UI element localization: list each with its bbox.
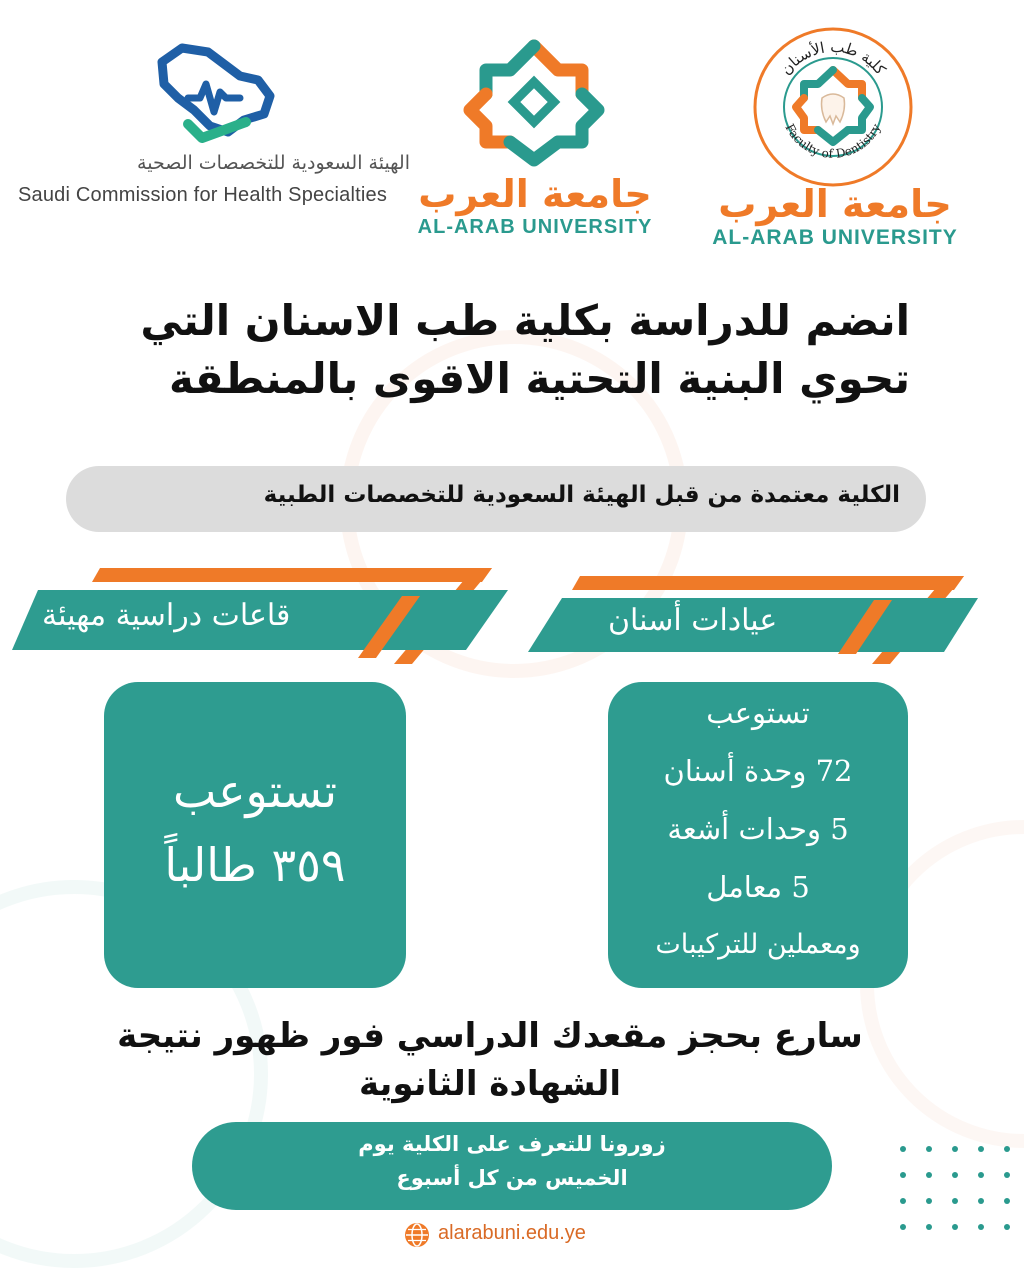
clinics-line: 72 وحدة أسنان [663, 754, 853, 788]
visit-line-2: الخميس من كل أسبوع [396, 1166, 628, 1190]
clinics-card [608, 682, 908, 988]
page-headline [60, 292, 910, 408]
clinics-line: 5 معامل [706, 870, 810, 904]
faculty-ring-en: Faculty of Dentistry [782, 121, 884, 161]
scfhs-name-ar: الهيئة السعودية للتخصصات الصحية [137, 152, 410, 174]
clinics-line: تستوعب [706, 696, 810, 730]
headline-line-2: تحوي البنية التحتية الاقوى بالمنطقة [169, 354, 910, 403]
cta-line-2: الشهادة الثانوية [358, 1064, 622, 1104]
faculty-seal-icon [752, 26, 914, 188]
clinics-line: 5 وحدات أشعة [667, 812, 849, 846]
visit-pill [192, 1122, 832, 1210]
accreditation-pill [66, 466, 926, 532]
university-emblem-icon [462, 38, 606, 168]
scfhs-map-icon [148, 40, 278, 144]
faculty-university-name-en: AL-ARAB UNIVERSITY [712, 226, 958, 249]
globe-icon [404, 1222, 430, 1248]
visit-line-1: زورونا للتعرف على الكلية يوم [358, 1132, 666, 1156]
call-to-action [70, 1012, 910, 1108]
scfhs-name-en: Saudi Commission for Health Specialties [18, 184, 388, 206]
classrooms-line: تستوعب [172, 764, 338, 818]
headline-line-1: انضم للدراسة بكلية طب الاسنان التي [140, 296, 910, 345]
classrooms-card [104, 682, 406, 988]
cta-line-1: سارع بحجز مقعدك الدراسي فور ظهور نتيجة [117, 1016, 863, 1056]
tooth-icon [822, 94, 845, 124]
university-name-en: AL-ARAB UNIVERSITY [417, 216, 653, 238]
faculty-ring-ar: كلية طب الأسنان [776, 37, 890, 79]
accreditation-text: الكلية معتمدة من قبل الهيئة السعودية للتخصصات الطبية [263, 482, 900, 508]
website-text[interactable]: alarabuni.edu.ye [438, 1222, 586, 1244]
clinics-line: ومعملين للتركيبات [655, 929, 861, 960]
classrooms-title: قاعات دراسية مهيئة [42, 598, 291, 633]
university-name-ar: جامعة العرب [418, 172, 652, 216]
clinics-title: عيادات أسنان [608, 603, 778, 638]
classrooms-line: ٣٥٩ طالباً [164, 838, 346, 892]
faculty-university-name-ar: جامعة العرب [718, 182, 952, 226]
